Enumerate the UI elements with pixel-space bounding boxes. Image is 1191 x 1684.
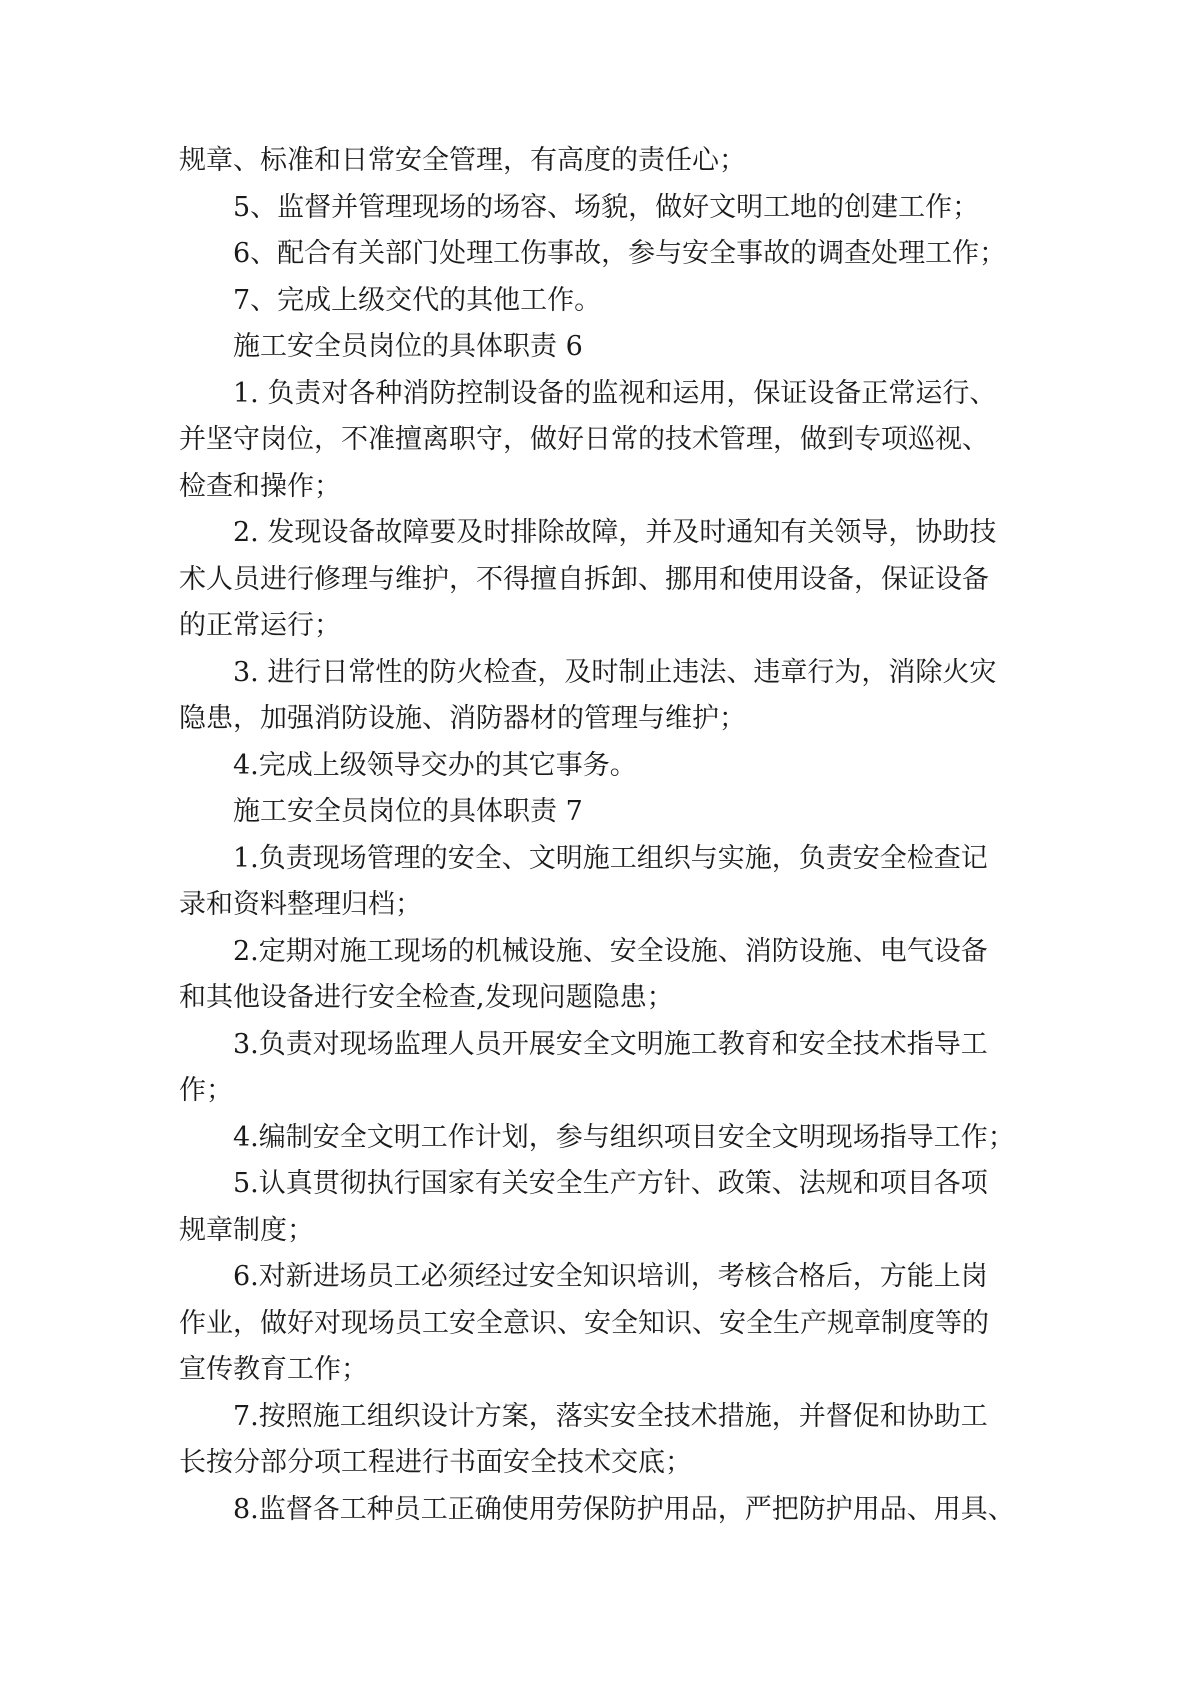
text-line: 隐患，加强消防设施、消防器材的管理与维护； xyxy=(179,703,746,734)
text-line: 宣传教育工作； xyxy=(179,1354,368,1385)
text-line: 作； xyxy=(179,1075,233,1106)
text-line: 3. 进行日常性的防火检查，及时制止违法、违章行为，消除火灾 xyxy=(233,656,997,688)
text-line: 并坚守岗位，不准擅离职守，做好日常的技术管理，做到专项巡视、 xyxy=(179,424,989,455)
text-line: 检查和操作； xyxy=(179,470,341,502)
text-line: 术人员进行修理与维护，不得擅自拆卸、挪用和使用设备，保证设备 xyxy=(179,563,989,595)
text-line: 和其他设备进行安全检查,发现问题隐患； xyxy=(179,982,674,1013)
document-body xyxy=(179,138,1019,1533)
text-line: 1.负责现场管理的安全、文明施工组织与实施，负责安全检查记 xyxy=(233,842,988,874)
text-line: 2.定期对施工现场的机械设施、安全设施、消防设施、电气设备 xyxy=(233,935,988,967)
text-line: 7、完成上级交代的其他工作。 xyxy=(233,284,602,316)
text-line: 施工安全员岗位的具体职责 7 xyxy=(233,796,583,827)
text-line: 4.完成上级领导交办的其它事务。 xyxy=(233,749,637,781)
text-line: 3.负责对现场监理人员开展安全文明施工教育和安全技术指导工 xyxy=(233,1028,988,1060)
text-line: 长按分部分项工程进行书面安全技术交底； xyxy=(179,1447,692,1478)
text-line: 6、配合有关部门处理工伤事故，参与安全事故的调查处理工作； xyxy=(233,238,1007,269)
text-line: 录和资料整理归档； xyxy=(179,889,422,920)
text-line: 8.监督各工种员工正确使用劳保防护用品，严把防护用品、用具、 xyxy=(233,1493,1015,1525)
text-line: 4.编制安全文明工作计划，参与组织项目安全文明现场指导工作； xyxy=(233,1121,1015,1153)
text-line: 7.按照施工组织设计方案，落实安全技术措施，并督促和协助工 xyxy=(233,1400,988,1432)
text-line: 的正常运行； xyxy=(179,610,341,641)
text-line: 规章、标准和日常安全管理，有高度的责任心； xyxy=(179,145,746,176)
text-line: 作业，做好对现场员工安全意识、安全知识、安全生产规章制度等的 xyxy=(179,1307,989,1339)
text-line: 规章制度； xyxy=(179,1214,314,1246)
text-line: 6.对新进场员工必须经过安全知识培训，考核合格后，方能上岗 xyxy=(233,1261,988,1292)
text-line: 5.认真贯彻执行国家有关安全生产方针、政策、法规和项目各项 xyxy=(233,1168,988,1199)
text-line: 2. 发现设备故障要及时排除故障，并及时通知有关领导，协助技 xyxy=(233,517,997,548)
text-line: 1. 负责对各种消防控制设备的监视和运用，保证设备正常运行、 xyxy=(233,377,997,409)
text-line: 5、监督并管理现场的场容、场貌，做好文明工地的创建工作； xyxy=(233,191,980,223)
text-line: 施工安全员岗位的具体职责 6 xyxy=(233,331,583,362)
